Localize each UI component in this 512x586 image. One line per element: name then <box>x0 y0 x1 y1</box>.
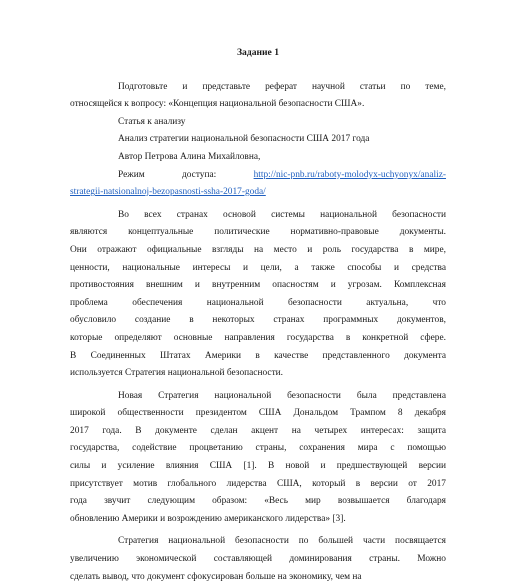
text-line: проблема обеспечения национальной безопасности актуальна, что <box>70 297 446 308</box>
page-title: Задание 1 <box>236 47 280 58</box>
text-line: года звучит следующим образом: «Весь мир возвышается благодаря <box>70 496 446 507</box>
text-line: Во всех странах основой системы национальной безопасности <box>118 209 446 220</box>
paragraph-2 <box>70 388 446 529</box>
text-line: обусловило создание в некоторых странах программных документов, <box>70 315 446 326</box>
text-line: Стратегия национальной безопасности по большей части посвящается <box>118 536 446 547</box>
access-label-mode: Режим <box>118 169 145 180</box>
intro-paragraph <box>70 79 446 114</box>
text-line: широкой общественности президентом США Дональдом Трампом 8 декабря <box>70 408 446 419</box>
text-line: силы и усиление влияния США [1]. В новой и предшествующей версии <box>70 461 446 472</box>
intro-line-2: относящейся к вопросу: «Концепция национальной безопасности США». <box>70 99 365 110</box>
paragraph-3 <box>70 533 446 586</box>
text-line: увеличению экономической составляющей доминирования страны. Можно <box>70 554 446 565</box>
article-url-link[interactable]: http://nic-pnb.ru/raboty-molodyx-uchyonyx/analiz- <box>253 169 446 180</box>
author-line: Автор Петрова Алина Михайловна, <box>118 151 261 162</box>
text-line: ценности, национальные интересы и цели, а также способы и средства <box>70 262 446 273</box>
text-line: В Соединенных Штатах Америки в качестве представленного документа <box>70 350 446 361</box>
text-line: обновлению Америки и возрождению американского лидерства» [3]. <box>70 513 346 524</box>
text-line: которые определяют основные направления государства в конкретной сфере. <box>70 332 446 343</box>
article-url-link-part2[interactable]: strategii-natsionalnoj-bezopasnosti-ssha-2017-goda/ <box>70 187 266 198</box>
access-row <box>70 167 446 185</box>
text-line: используется Стратегия национальной безопасности. <box>70 368 284 379</box>
text-line: государства, содействие процветанию страны, сохранения мира с помощью <box>70 443 446 454</box>
article-url-link-continued[interactable] <box>70 184 446 202</box>
analysis-title: Анализ стратегии национальной безопасности США 2017 года <box>118 134 370 145</box>
text-line: присутствует мотив глобального лидерства США, который в версии от 2017 <box>70 478 446 489</box>
article-label: Статья к анализу <box>118 116 186 127</box>
text-line: 2017 года. В документе сделан акцент на четырех интересах: защита <box>70 425 446 436</box>
text-line: сделать вывод, что документ сфокусирован больше на экономику, чем на <box>70 571 362 582</box>
text-line: Новая Стратегия национальной безопасности была представлена <box>118 390 446 401</box>
text-line: Они отражают официальные взгляды на место и роль государства в мире, <box>70 244 446 255</box>
access-label-access: доступа: <box>181 169 217 180</box>
paragraph-1 <box>70 207 446 383</box>
intro-line-1: Подготовьте и представьте реферат научной статьи по теме, <box>118 81 446 92</box>
text-line: противостояния внешним и внутренним опасностям и угрозам. Комплексная <box>70 280 446 291</box>
text-line: являются концептуальные политические нормативно-правовые документы. <box>70 227 446 238</box>
document-content <box>70 44 446 586</box>
